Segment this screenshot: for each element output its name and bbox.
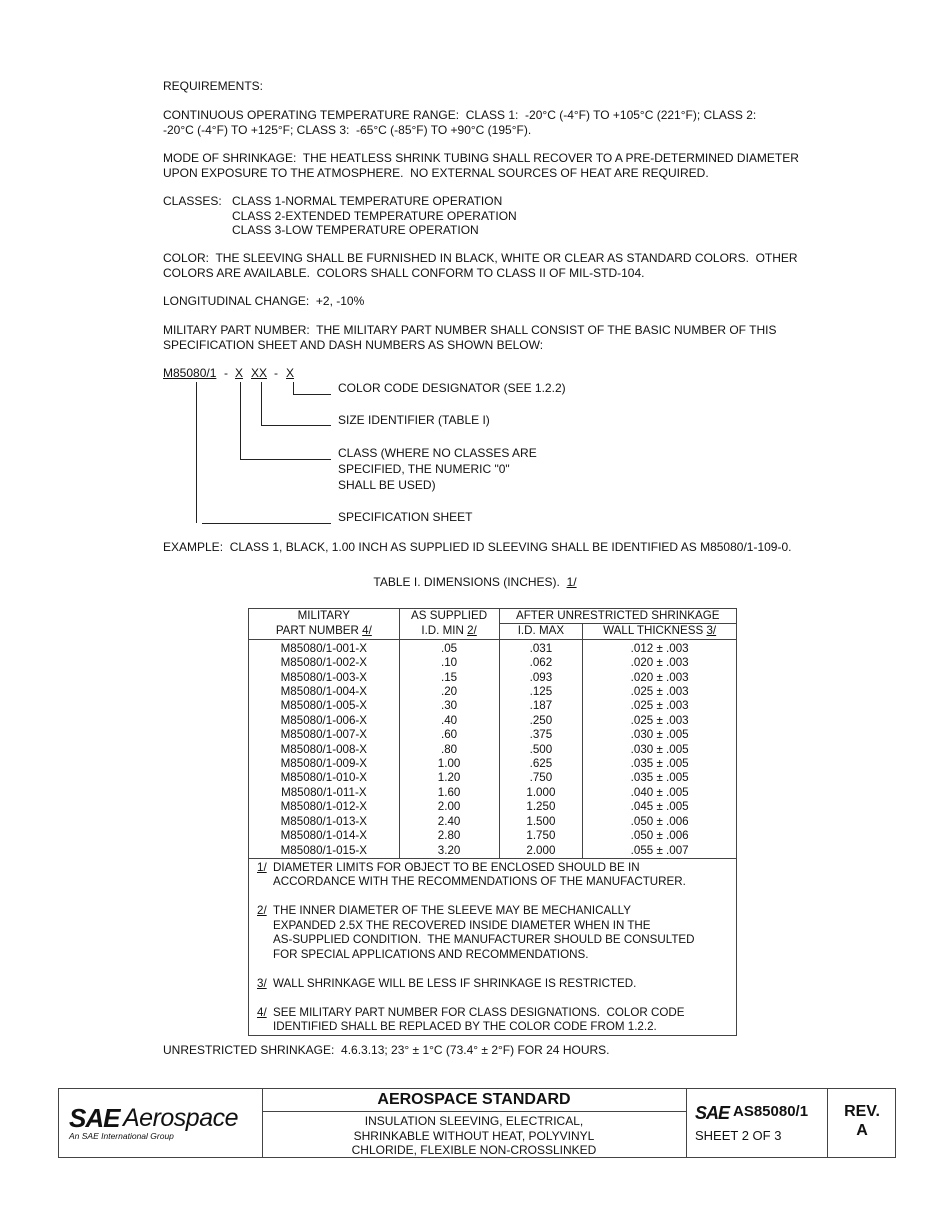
table-note <box>257 861 730 890</box>
leader-size-horizontal <box>261 425 331 426</box>
color-text: COLOR: THE SLEEVING SHALL BE FURNISHED IN BLACK, WHITE OR CLEAR AS STANDARD COLORS. OTHER COLORS ARE AVAILABLE. COLORS SHALL CONFORM TO CLASS II OF MIL-STD-104. <box>163 251 798 280</box>
cell-wall-thickness: .012 ± .003 <box>583 639 737 656</box>
cell-wall-thickness: .025 ± .003 <box>583 714 737 728</box>
table-row <box>249 771 737 785</box>
cell-part-number: M85080/1-010-X <box>249 771 400 785</box>
cell-id-max: .625 <box>499 757 583 771</box>
class-3-item: CLASS 3-LOW TEMPERATURE OPERATION <box>232 223 479 237</box>
table-row <box>249 639 737 656</box>
cell-part-number: M85080/1-005-X <box>249 699 400 713</box>
cell-wall-thickness: .035 ± .005 <box>583 771 737 785</box>
leader-spec-vertical <box>196 382 197 523</box>
header-wall-text: WALL THICKNESS <box>603 624 704 638</box>
cell-part-number: M85080/1-008-X <box>249 743 400 757</box>
cell-id-max: .125 <box>499 685 583 699</box>
leader-color-horizontal <box>293 394 331 395</box>
logo-tagline: An SAE International Group <box>69 1131 174 1141</box>
cell-id-min: 1.20 <box>399 771 499 785</box>
cell-part-number: M85080/1-006-X <box>249 714 400 728</box>
cell-id-min: 3.20 <box>399 844 499 859</box>
leader-class-vertical <box>240 382 241 460</box>
cell-id-min: .80 <box>399 743 499 757</box>
header-part-number <box>249 624 400 639</box>
table-row <box>249 714 737 728</box>
cell-part-number: M85080/1-007-X <box>249 728 400 742</box>
table-caption <box>0 575 950 589</box>
cell-id-min: .40 <box>399 714 499 728</box>
classes-label: CLASSES: <box>163 194 222 208</box>
label-spec-sheet: SPECIFICATION SHEET <box>338 510 473 524</box>
diagram-color-code: X <box>286 366 295 380</box>
shrinkage-mode-text: MODE OF SHRINKAGE: THE HEATLESS SHRINK TUBING SHALL RECOVER TO A PRE-DETERMINED DIAMETER UPON EXPOSURE TO THE ATMOSPHERE. NO EXTERNAL SOURCES OF HEAT ARE REQUIRED. <box>163 151 799 180</box>
diagram-sep-1: - <box>224 366 228 380</box>
table-row <box>249 815 737 829</box>
revision-cell <box>827 1089 897 1157</box>
cell-wall-thickness: .020 ± .003 <box>583 656 737 670</box>
header-id-min-text: I.D. MIN <box>421 624 464 638</box>
sheet-number: SHEET 2 OF 3 <box>695 1128 782 1143</box>
cell-part-number: M85080/1-013-X <box>249 815 400 829</box>
cell-id-min: .30 <box>399 699 499 713</box>
cell-wall-thickness: .035 ± .005 <box>583 757 737 771</box>
dimensions-table <box>248 608 737 1036</box>
cell-id-min: .15 <box>399 671 499 685</box>
header-as-supplied: AS SUPPLIED <box>399 609 499 624</box>
table-caption-text: TABLE I. DIMENSIONS (INCHES). <box>373 575 560 589</box>
cell-part-number: M85080/1-001-X <box>249 639 400 656</box>
cell-part-number: M85080/1-003-X <box>249 671 400 685</box>
cell-part-number: M85080/1-011-X <box>249 786 400 800</box>
cell-id-max: 1.500 <box>499 815 583 829</box>
document-number: AS85080/1 <box>733 1103 809 1120</box>
table-note-text: THE INNER DIAMETER OF THE SLEEVE MAY BE MECHANICALLY EXPANDED 2.5X THE RECOVERED INSIDE DIAMETER WHEN IN THE AS-SUPPLIED CONDITION. THE MANUFACTURER SHOULD BE CONSULTED FOR SPECIAL APPLICATIONS AND RECOMMENDATIONS. <box>273 904 695 961</box>
cell-id-min: 1.60 <box>399 786 499 800</box>
table-notes <box>249 858 737 1035</box>
cell-wall-thickness: .030 ± .005 <box>583 743 737 757</box>
diagram-size-code: XX <box>251 366 268 380</box>
cell-part-number: M85080/1-009-X <box>249 757 400 771</box>
label-color-code: COLOR CODE DESIGNATOR (SEE 1.2.2) <box>338 381 566 395</box>
cell-id-min: 1.00 <box>399 757 499 771</box>
header-id-min <box>399 624 499 639</box>
document-number-cell <box>686 1089 828 1157</box>
header-part-number-text: PART NUMBER <box>275 624 359 638</box>
cell-wall-thickness: .025 ± .003 <box>583 699 737 713</box>
doc-sae-mark: SAE <box>695 1103 730 1123</box>
cell-wall-thickness: .040 ± .005 <box>583 786 737 800</box>
table-note-key: 3/ <box>257 976 267 990</box>
cell-id-max: 2.000 <box>499 844 583 859</box>
cell-id-max: .500 <box>499 743 583 757</box>
cell-id-max: .031 <box>499 639 583 656</box>
cell-id-min: .05 <box>399 639 499 656</box>
table-row <box>249 757 737 771</box>
header-military: MILITARY <box>249 609 400 624</box>
cell-part-number: M85080/1-014-X <box>249 829 400 843</box>
label-size-identifier: SIZE IDENTIFIER (TABLE I) <box>338 413 490 427</box>
unrestricted-shrinkage-text: UNRESTRICTED SHRINKAGE: 4.6.3.13; 23° ± 1°C (73.4° ± 2°F) FOR 24 HOURS. <box>163 1043 610 1057</box>
diagram-base-number: M85080/1 <box>163 366 217 380</box>
logo-aerospace-word: Aerospace <box>123 1104 239 1132</box>
cell-wall-thickness: .050 ± .006 <box>583 829 737 843</box>
cell-id-max: .250 <box>499 714 583 728</box>
cell-wall-thickness: .045 ± .005 <box>583 800 737 814</box>
class-1-item: CLASS 1-NORMAL TEMPERATURE OPERATION <box>232 194 503 208</box>
document-title: INSULATION SLEEVING, ELECTRICAL, SHRINKABLE WITHOUT HEAT, POLYVINYL CHLORIDE, FLEXIBLE NON-CROSSLINKED <box>351 1114 597 1157</box>
cell-id-max: .750 <box>499 771 583 785</box>
example-text: EXAMPLE: CLASS 1, BLACK, 1.00 INCH AS SUPPLIED ID SLEEVING SHALL BE IDENTIFIED AS M85080/1-109-0. <box>163 540 792 554</box>
cell-id-min: 2.00 <box>399 800 499 814</box>
header-id-max: I.D. MAX <box>499 624 583 639</box>
table-row <box>249 728 737 742</box>
leader-spec-horizontal <box>202 523 331 524</box>
document-title-cell <box>262 1089 687 1157</box>
table-note-text: SEE MILITARY PART NUMBER FOR CLASS DESIGNATIONS. COLOR CODE IDENTIFIED SHALL BE REPLACED BY THE COLOR CODE FROM 1.2.2. <box>273 1005 685 1034</box>
cell-id-min: .60 <box>399 728 499 742</box>
classes-list <box>232 194 517 238</box>
table-row <box>249 786 737 800</box>
diagram-class-code: X <box>235 366 244 380</box>
cell-part-number: M85080/1-004-X <box>249 685 400 699</box>
diagram-sep-2: - <box>274 366 278 380</box>
table-row <box>249 800 737 814</box>
revision-value: A <box>856 1122 868 1139</box>
cell-id-max: .375 <box>499 728 583 742</box>
sae-aerospace-logo <box>59 1089 263 1157</box>
cell-wall-thickness: .020 ± .003 <box>583 671 737 685</box>
military-part-number-text: MILITARY PART NUMBER: THE MILITARY PART NUMBER SHALL CONSIST OF THE BASIC NUMBER OF THIS SPECIFICATION SHEET AND DASH NUMBERS AS SHOWN BELOW: <box>163 323 777 352</box>
cell-part-number: M85080/1-002-X <box>249 656 400 670</box>
table-note <box>257 977 730 992</box>
table-row <box>249 699 737 713</box>
header-part-number-note: 4/ <box>362 624 372 638</box>
cell-id-min: .10 <box>399 656 499 670</box>
table-note-key: 2/ <box>257 904 267 918</box>
header-wall-thickness <box>583 624 737 639</box>
table-note-text: WALL SHRINKAGE WILL BE LESS IF SHRINKAGE IS RESTRICTED. <box>273 976 637 990</box>
revision-label: REV. <box>844 1103 880 1120</box>
cell-id-min: .20 <box>399 685 499 699</box>
requirements-heading: REQUIREMENTS: <box>163 79 264 93</box>
header-after-shrinkage: AFTER UNRESTRICTED SHRINKAGE <box>499 609 737 624</box>
cell-id-max: 1.750 <box>499 829 583 843</box>
cell-id-min: 2.40 <box>399 815 499 829</box>
class-2-item: CLASS 2-EXTENDED TEMPERATURE OPERATION <box>232 208 517 223</box>
table-row <box>249 829 737 843</box>
table-row <box>249 671 737 685</box>
cell-part-number: M85080/1-012-X <box>249 800 400 814</box>
header-id-min-note: 2/ <box>467 624 477 638</box>
cell-wall-thickness: .030 ± .005 <box>583 728 737 742</box>
table-row <box>249 844 737 859</box>
table-row <box>249 743 737 757</box>
part-number-diagram <box>163 366 723 536</box>
cell-id-max: .062 <box>499 656 583 670</box>
leader-class-horizontal <box>240 459 331 460</box>
table-note-text: DIAMETER LIMITS FOR OBJECT TO BE ENCLOSED SHOULD BE IN ACCORDANCE WITH THE RECOMMENDATIONS OF THE MANUFACTURER. <box>273 860 686 889</box>
aerospace-standard-heading: AEROSPACE STANDARD <box>262 1089 686 1112</box>
temperature-range-text: CONTINUOUS OPERATING TEMPERATURE RANGE: CLASS 1: -20°C (-4°F) TO +105°C (221°F); CLASS 2: -20°C (-4°F) TO +125°F; CLASS 3: -65°C (-85°F) TO +90°C (195°F). <box>163 108 757 137</box>
table-row <box>249 685 737 699</box>
cell-wall-thickness: .025 ± .003 <box>583 685 737 699</box>
cell-wall-thickness: .050 ± .006 <box>583 815 737 829</box>
table-caption-note: 1/ <box>566 575 577 589</box>
cell-wall-thickness: .055 ± .007 <box>583 844 737 859</box>
table-row <box>249 656 737 670</box>
cell-id-min: 2.80 <box>399 829 499 843</box>
table-note-key: 1/ <box>257 860 267 874</box>
title-block <box>58 1088 896 1158</box>
header-wall-note: 3/ <box>706 624 717 638</box>
table-note <box>257 1006 730 1035</box>
table-note <box>257 904 730 962</box>
label-class: CLASS (WHERE NO CLASSES ARE SPECIFIED, THE NUMERIC "0" SHALL BE USED) <box>338 446 537 492</box>
longitudinal-change-text: LONGITUDINAL CHANGE: +2, -10% <box>163 294 365 308</box>
cell-id-max: 1.000 <box>499 786 583 800</box>
leader-size-vertical <box>261 382 262 426</box>
cell-part-number: M85080/1-015-X <box>249 844 400 859</box>
cell-id-max: 1.250 <box>499 800 583 814</box>
cell-id-max: .187 <box>499 699 583 713</box>
table-note-key: 4/ <box>257 1005 267 1019</box>
cell-id-max: .093 <box>499 671 583 685</box>
logo-sae-mark: SAE <box>69 1103 120 1133</box>
